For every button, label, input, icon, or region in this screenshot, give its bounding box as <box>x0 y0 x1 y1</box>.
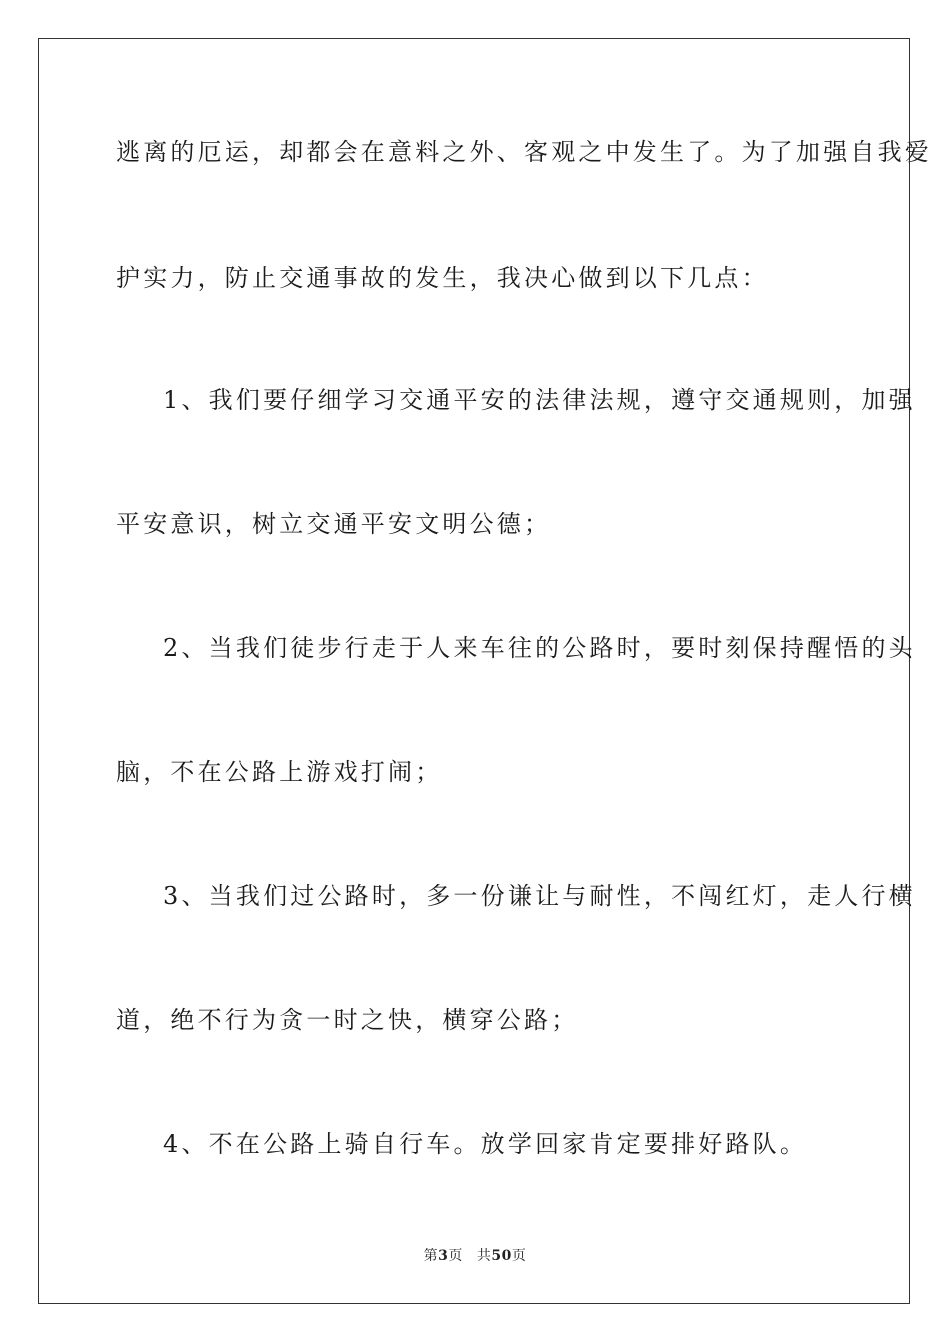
footer-total-suffix: 页 <box>511 1248 527 1264</box>
text-line-1: 逃离的厄运，却都会在意料之外、客观之中发生了。为了加强自我爱 <box>116 138 932 166</box>
text-line-6: 脑，不在公路上游戏打闹； <box>116 758 443 786</box>
footer-total-pages: 50 <box>491 1248 512 1264</box>
text-line-8: 道，绝不行为贪一时之快，横穿公路； <box>116 1006 579 1034</box>
text-line-9: 4、不在公路上骑自行车。放学回家肯定要排好路队。 <box>163 1130 808 1158</box>
text-line-7: 3、当我们过公路时，多一份谦让与耐性，不闯红灯，走人行横 <box>163 882 916 910</box>
page-footer <box>0 1247 950 1265</box>
footer-page-number: 3 <box>438 1248 449 1264</box>
text-line-4: 平安意识，树立交通平安文明公德； <box>116 510 552 538</box>
footer-page-prefix: 第 <box>423 1248 439 1264</box>
text-line-5: 2、当我们徒步行走于人来车往的公路时，要时刻保持醒悟的头 <box>163 634 916 662</box>
footer-total-prefix: 共 <box>476 1248 492 1264</box>
text-line-2: 护实力，防止交通事故的发生，我决心做到以下几点： <box>116 264 769 292</box>
page-border <box>38 38 932 1304</box>
footer-page-suffix: 页 <box>448 1248 463 1264</box>
text-line-3: 1、我们要仔细学习交通平安的法律法规，遵守交通规则，加强 <box>163 386 916 414</box>
